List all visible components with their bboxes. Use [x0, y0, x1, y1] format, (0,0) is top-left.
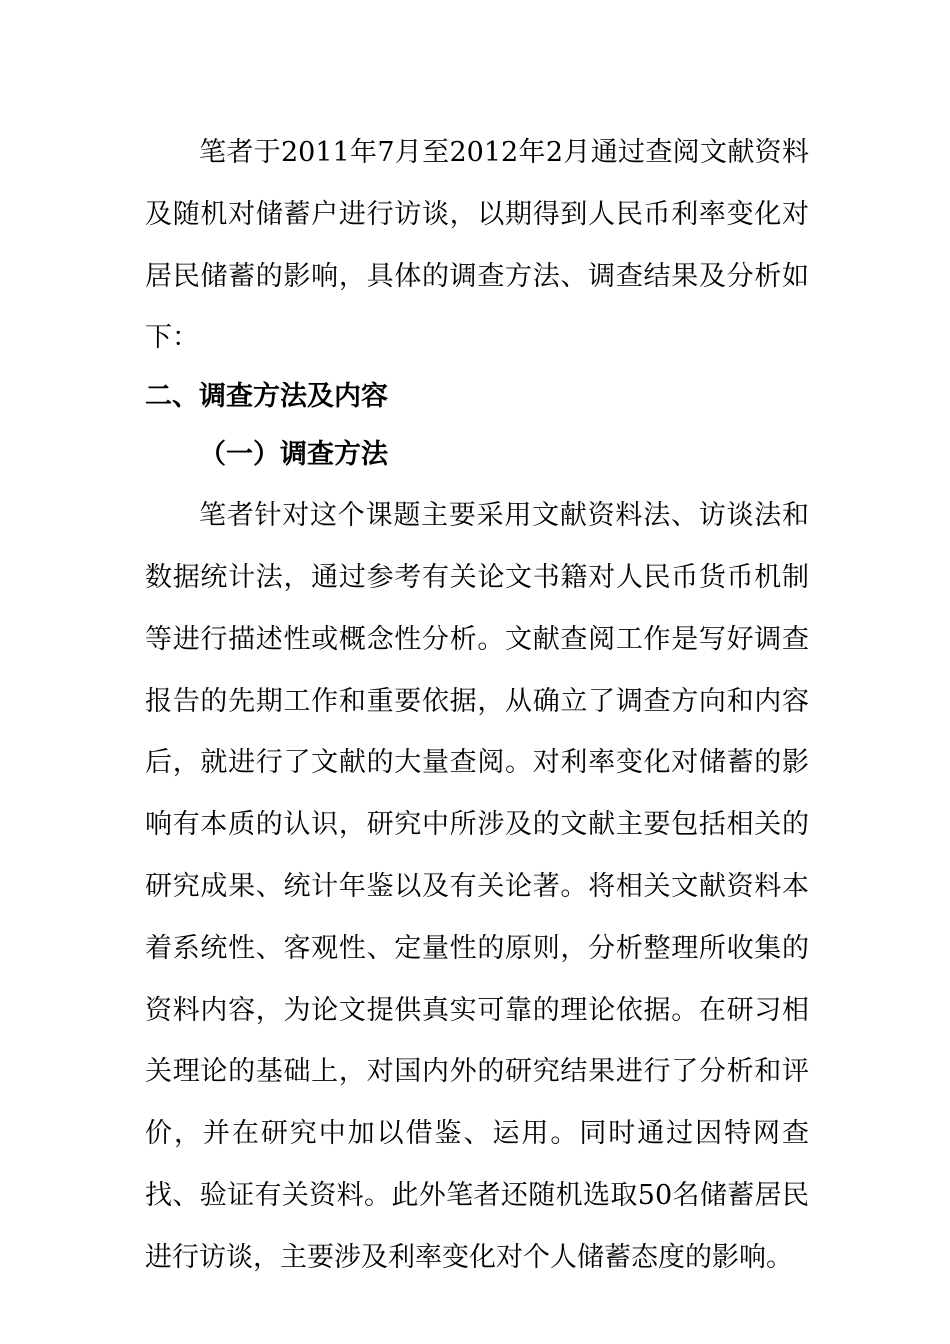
section-heading: 二、调查方法及内容: [145, 381, 388, 413]
intro-paragraph: 笔者于2011年7月至2012年2月通过查阅文献资料及随机对储蓄户进行访谈，以期得到人民币利率变化对居民储蓄的影响，具体的调查方法、调查结果及分析如下：: [145, 137, 809, 354]
subsection-heading: （一）调查方法: [199, 439, 388, 471]
method-paragraph: 笔者针对这个课题主要采用文献资料法、访谈法和数据统计法，通过参考有关论文书籍对人民币货币机制等进行描述性或概念性分析。文献查阅工作是写好调查报告的先期工作和重要依据，从确立了调查方向和内容后，就进行了文献的大量查阅。对利率变化对储蓄的影响有本质的认识，研究中所涉及的文献主要包括相关的研究成果、统计年鉴以及有关论著。将相关文献资料本着系统性、客观性、定量性的原则，分析整理所收集的资料内容，为论文提供真实可靠的理论依据。在研习相关理论的基础上，对国内外的研究结果进行了分析和评价，并在研究中加以借鉴、运用。同时通过因特网查找、验证有关资料。此外笔者还随机选取50名储蓄居民进行访谈，主要涉及利率变化对个人储蓄态度的影响。: [145, 500, 809, 1273]
document-page: [145, 122, 809, 1289]
